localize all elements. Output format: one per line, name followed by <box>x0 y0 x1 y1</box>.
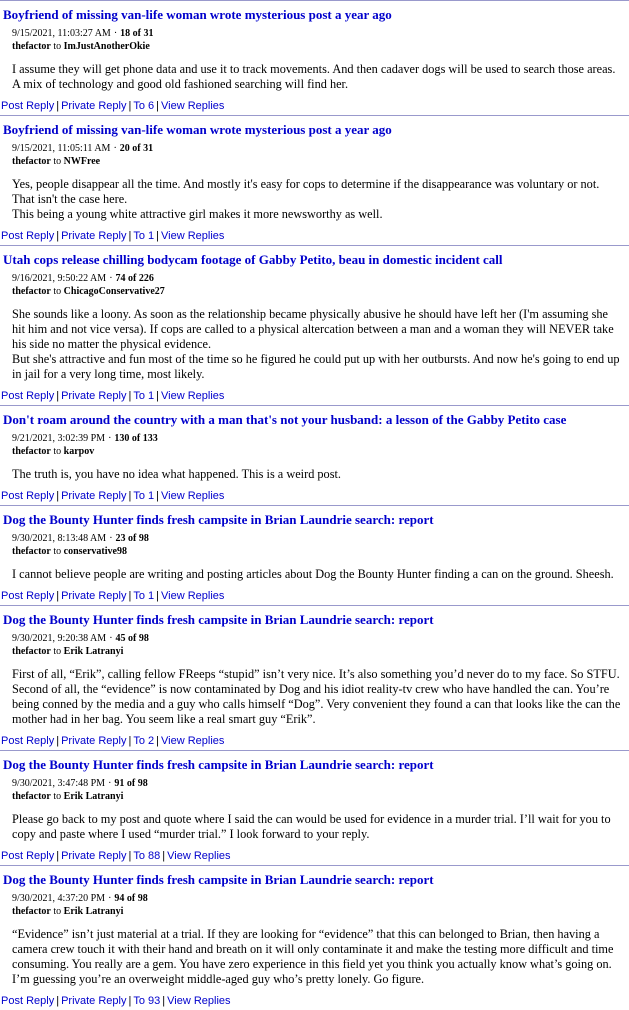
post-body-paragraph: She sounds like a loony. As soon as the relationship became physically abusive he should have left her (I'm assuming she hit him and not vice versa). If cops are called to a physical altercation between a man and a woman they will NEVER take his side no matter the physical evidence. <box>12 307 614 351</box>
post-actions: Post Reply | Private Reply | To 1 | View Replies <box>1 490 225 502</box>
post-timestamp: 9/15/2021, 11:05:11 AM <box>12 143 111 154</box>
post-actions: Post Reply | Private Reply | To 88 | View Replies <box>1 850 231 862</box>
post-body-paragraph: This being a young white attractive girl makes it more newsworthy as well. <box>12 207 383 221</box>
to-word: to <box>53 791 62 802</box>
post-recipient[interactable]: ChicagoConservative27 <box>63 286 165 297</box>
post <box>0 115 629 245</box>
private-reply-link[interactable]: Private Reply <box>61 390 127 402</box>
private-reply-link[interactable]: Private Reply <box>61 995 127 1007</box>
post-thread-title[interactable]: Don't roam around the country with a man that's not your husband: a lesson of the Gabby Petito case <box>3 412 567 427</box>
post-body <box>12 458 621 488</box>
post-reply-link[interactable]: Post Reply <box>1 490 55 502</box>
post-body-paragraph: But she's attractive and fun most of the time so he figured he could put up with her outbursts. And now he's going to end up in jail for a very long time, most likely. <box>12 352 620 381</box>
post <box>0 605 629 750</box>
to-word: to <box>53 446 62 457</box>
to-word: to <box>53 906 62 917</box>
post-reply-link[interactable]: Post Reply <box>1 100 55 112</box>
post-body <box>12 558 621 588</box>
post-author[interactable]: thefactor <box>12 546 51 557</box>
to-parent-link[interactable]: To 1 <box>133 230 155 242</box>
post-actions: Post Reply | Private Reply | To 6 | View Replies <box>1 100 225 112</box>
post-reply-link[interactable]: Post Reply <box>1 230 55 242</box>
post-recipient[interactable]: karpov <box>63 446 95 457</box>
post-meta: 9/15/2021, 11:05:11 AM · 20 of 31 thefactor to NWFree <box>12 143 154 167</box>
private-reply-link[interactable]: Private Reply <box>61 100 127 112</box>
to-word: to <box>53 646 62 657</box>
post-body-paragraph: “Evidence” isn’t just material at a trial. If they are looking for “evidence” that this can belonged to Brian, then having a camera crew touch it with their hand and breath on it will only contaminate it and make the testing more difficult and time consuming. You really are a gem. You have zero experience in this field yet you think you actually know what’s going on. I’m guessing you’re an overweight middle-aged guy who’s pretty lonely. Go figure. <box>12 927 614 986</box>
post-actions: Post Reply | Private Reply | To 93 | View Replies <box>1 995 231 1007</box>
post-recipient[interactable]: Erik Latranyi <box>63 646 124 657</box>
to-word: to <box>53 156 62 167</box>
private-reply-link[interactable]: Private Reply <box>61 590 127 602</box>
post <box>0 750 629 865</box>
post <box>0 245 629 405</box>
post-thread-title[interactable]: Dog the Bounty Hunter finds fresh campsite in Brian Laundrie search: report <box>3 757 434 772</box>
view-replies-link[interactable]: View Replies <box>161 590 225 602</box>
to-parent-link[interactable]: To 2 <box>133 735 155 747</box>
post-reply-link[interactable]: Post Reply <box>1 390 55 402</box>
post-meta: 9/15/2021, 11:03:27 AM · 18 of 31 thefactor to ImJustAnotherOkie <box>12 28 154 52</box>
post-recipient[interactable]: Erik Latranyi <box>63 906 124 917</box>
post-body <box>12 298 621 388</box>
post-author[interactable]: thefactor <box>12 41 51 52</box>
post-position: 45 of 98 <box>115 633 149 644</box>
view-replies-link[interactable]: View Replies <box>161 735 225 747</box>
post-actions: Post Reply | Private Reply | To 2 | View Replies <box>1 735 225 747</box>
post-position: 94 of 98 <box>114 893 148 904</box>
view-replies-link[interactable]: View Replies <box>161 230 225 242</box>
to-word: to <box>53 286 62 297</box>
to-word: to <box>53 41 62 52</box>
post-body-paragraph: First of all, “Erik”, calling fellow FReeps “stupid” isn’t very nice. It’s also something you’d never do to my face. So STFU. Second of all, the “evidence” is now contaminated by Dog and his idiot reality-tv crew who have handled the can. You’re being conned by the media and a guy who calls himself “Dog”. Very convenient they found a can that looks like the can the mother had in her bag. You seem like a real smart guy “Erik”. <box>12 667 621 726</box>
view-replies-link[interactable]: View Replies <box>161 390 225 402</box>
post-meta: 9/16/2021, 9:50:22 AM · 74 of 226 thefactor to ChicagoConservative27 <box>12 273 165 297</box>
post-meta: 9/30/2021, 3:47:48 PM · 91 of 98 thefactor to Erik Latranyi <box>12 778 148 802</box>
post-timestamp: 9/21/2021, 3:02:39 PM <box>12 433 106 444</box>
to-parent-link[interactable]: To 1 <box>133 490 155 502</box>
post-author[interactable]: thefactor <box>12 446 51 457</box>
post-body-paragraph: The truth is, you have no idea what happened. This is a weird post. <box>12 467 341 481</box>
view-replies-link[interactable]: View Replies <box>167 850 231 862</box>
post-position: 74 of 226 <box>115 273 154 284</box>
post-thread-title[interactable]: Boyfriend of missing van-life woman wrote mysterious post a year ago <box>3 122 392 137</box>
post <box>0 405 629 505</box>
post-timestamp: 9/30/2021, 3:47:48 PM <box>12 778 106 789</box>
view-replies-link[interactable]: View Replies <box>161 490 225 502</box>
post-body-paragraph: Yes, people disappear all the time. And mostly it's easy for cops to determine if the disappearance was voluntary or not. That isn't the case here. <box>12 177 600 206</box>
post-body-paragraph: Please go back to my post and quote where I said the can would be used for evidence in a murder trial. I’ll wait for you to copy and paste where I used “murder trial.” I look forward to your reply. <box>12 812 611 841</box>
post-position: 23 of 98 <box>115 533 149 544</box>
post-reply-link[interactable]: Post Reply <box>1 590 55 602</box>
post-thread-title[interactable]: Utah cops release chilling bodycam footage of Gabby Petito, beau in domestic incident call <box>3 252 503 267</box>
post-reply-link[interactable]: Post Reply <box>1 850 55 862</box>
post-body <box>12 918 621 993</box>
private-reply-link[interactable]: Private Reply <box>61 735 127 747</box>
post-meta: 9/30/2021, 9:20:38 AM · 45 of 98 thefactor to Erik Latranyi <box>12 633 149 657</box>
post-recipient[interactable]: NWFree <box>63 156 101 167</box>
to-parent-link[interactable]: To 88 <box>133 850 161 862</box>
post-position: 18 of 31 <box>120 28 154 39</box>
post-recipient[interactable]: Erik Latranyi <box>63 791 124 802</box>
post-body <box>12 803 621 848</box>
post-actions: Post Reply | Private Reply | To 1 | View Replies <box>1 390 225 402</box>
post-timestamp: 9/16/2021, 9:50:22 AM <box>12 273 107 284</box>
view-replies-link[interactable]: View Replies <box>167 995 231 1007</box>
post-thread-title[interactable]: Dog the Bounty Hunter finds fresh campsite in Brian Laundrie search: report <box>3 872 434 887</box>
post-author[interactable]: thefactor <box>12 906 51 917</box>
post-actions: Post Reply | Private Reply | To 1 | View Replies <box>1 230 225 242</box>
post-timestamp: 9/30/2021, 9:20:38 AM <box>12 633 107 644</box>
post-timestamp: 9/15/2021, 11:03:27 AM <box>12 28 111 39</box>
post-position: 20 of 31 <box>119 143 154 154</box>
post-recipient[interactable]: ImJustAnotherOkie <box>63 41 150 52</box>
post <box>0 865 629 1010</box>
post-position: 91 of 98 <box>114 778 148 789</box>
post-body <box>12 658 621 733</box>
post-meta: 9/21/2021, 3:02:39 PM · 130 of 133 thefactor to karpov <box>12 433 158 457</box>
post-actions: Post Reply | Private Reply | To 1 | View Replies <box>1 590 225 602</box>
post-body <box>12 53 621 98</box>
post-author[interactable]: thefactor <box>12 156 51 167</box>
view-replies-link[interactable]: View Replies <box>161 100 225 112</box>
post-body <box>12 168 621 228</box>
private-reply-link[interactable]: Private Reply <box>61 230 127 242</box>
private-reply-link[interactable]: Private Reply <box>61 850 127 862</box>
post-meta: 9/30/2021, 8:13:48 AM · 23 of 98 thefactor to conservative98 <box>12 533 149 557</box>
post-timestamp: 9/30/2021, 8:13:48 AM <box>12 533 107 544</box>
post-timestamp: 9/30/2021, 4:37:20 PM <box>12 893 106 904</box>
post-body-paragraph: I assume they will get phone data and use it to track movements. And then cadaver dogs will be used to search those areas. A mix of technology and good old fashioned searching will find her. <box>12 62 616 91</box>
post-reply-link[interactable]: Post Reply <box>1 995 55 1007</box>
to-parent-link[interactable]: To 1 <box>133 590 155 602</box>
post-position: 130 of 133 <box>114 433 158 444</box>
to-parent-link[interactable]: To 1 <box>133 390 155 402</box>
post <box>0 505 629 605</box>
post <box>0 0 629 115</box>
post-thread-title[interactable]: Boyfriend of missing van-life woman wrote mysterious post a year ago <box>3 7 392 22</box>
post-meta: 9/30/2021, 4:37:20 PM · 94 of 98 thefactor to Erik Latranyi <box>12 893 148 917</box>
post-author[interactable]: thefactor <box>12 286 51 297</box>
post-reply-link[interactable]: Post Reply <box>1 735 55 747</box>
to-parent-link[interactable]: To 6 <box>133 100 155 112</box>
post-body-paragraph: I cannot believe people are writing and posting articles about Dog the Bounty Hunter finding a can on the ground. Sheesh. <box>12 567 614 581</box>
post-recipient[interactable]: conservative98 <box>63 546 127 557</box>
post-thread-title[interactable]: Dog the Bounty Hunter finds fresh campsite in Brian Laundrie search: report <box>3 612 434 627</box>
post-thread-title[interactable]: Dog the Bounty Hunter finds fresh campsite in Brian Laundrie search: report <box>3 512 434 527</box>
post-author[interactable]: thefactor <box>12 646 51 657</box>
post-author[interactable]: thefactor <box>12 791 51 802</box>
to-parent-link[interactable]: To 93 <box>133 995 161 1007</box>
private-reply-link[interactable]: Private Reply <box>61 490 127 502</box>
to-word: to <box>53 546 62 557</box>
